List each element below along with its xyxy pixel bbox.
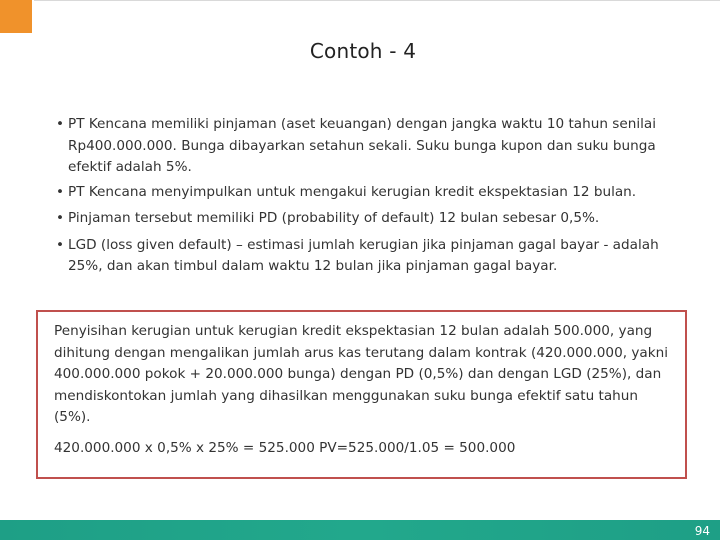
- bullet-marker: •: [56, 116, 65, 132]
- bullet-text: LGD (loss given default) – estimasi jumlah kerugian jika pinjaman gagal bayar - adalah 25%, dan akan timbul dalam waktu 12 bulan jika pinjaman gagal bayar.: [68, 236, 659, 274]
- top-rule: [34, 0, 720, 1]
- page-number: 94: [694, 524, 710, 538]
- bullet-text: Pinjaman tersebut memiliki PD (probability of default) 12 bulan sebesar 0,5%.: [68, 210, 600, 226]
- bullet-item-loan: [56, 114, 696, 179]
- bullet-item-lgd: [56, 235, 696, 278]
- footer-bar: [0, 520, 720, 540]
- calculation-box: [36, 310, 687, 479]
- bullet-item-recognition: [56, 182, 696, 204]
- calculation-explanation: Penyisihan kerugian untuk kerugian kredit ekspektasian 12 bulan adalah 500.000, yang dihitung dengan mengalikan jumlah arus kas terutang dalam kontrak (420.000.000, yakni 400.000.000 pokok + 20.000.000 bunga) dengan PD (0,5%) dan dengan LGD (25%), dan mendiskontokan jumlah yang dihasilkan menggunakan suku bunga efektif satu tahun (5%).: [54, 323, 669, 425]
- bullet-text: PT Kencana menyimpulkan untuk mengakui kerugian kredit ekspektasian 12 bulan.: [68, 183, 637, 200]
- calculation-formula: 420.000.000 x 0,5% x 25% = 525.000 PV=525.000/1.05 = 500.000: [54, 439, 516, 456]
- bullet-text: PT Kencana memiliki pinjaman (aset keuangan) dengan jangka waktu 10 tahun senilai Rp400.000.000. Bunga dibayarkan setahun sekali. Suku bunga kupon dan suku bunga efektif adalah 5%.: [68, 116, 657, 175]
- bullet-marker: •: [56, 183, 65, 200]
- slide-title: Contoh - 4: [309, 39, 417, 64]
- bullet-marker: •: [56, 236, 65, 253]
- bullet-list: [56, 114, 696, 283]
- bullet-marker: •: [56, 210, 65, 226]
- bullet-item-pd: [56, 208, 696, 230]
- corner-accent: [0, 0, 32, 33]
